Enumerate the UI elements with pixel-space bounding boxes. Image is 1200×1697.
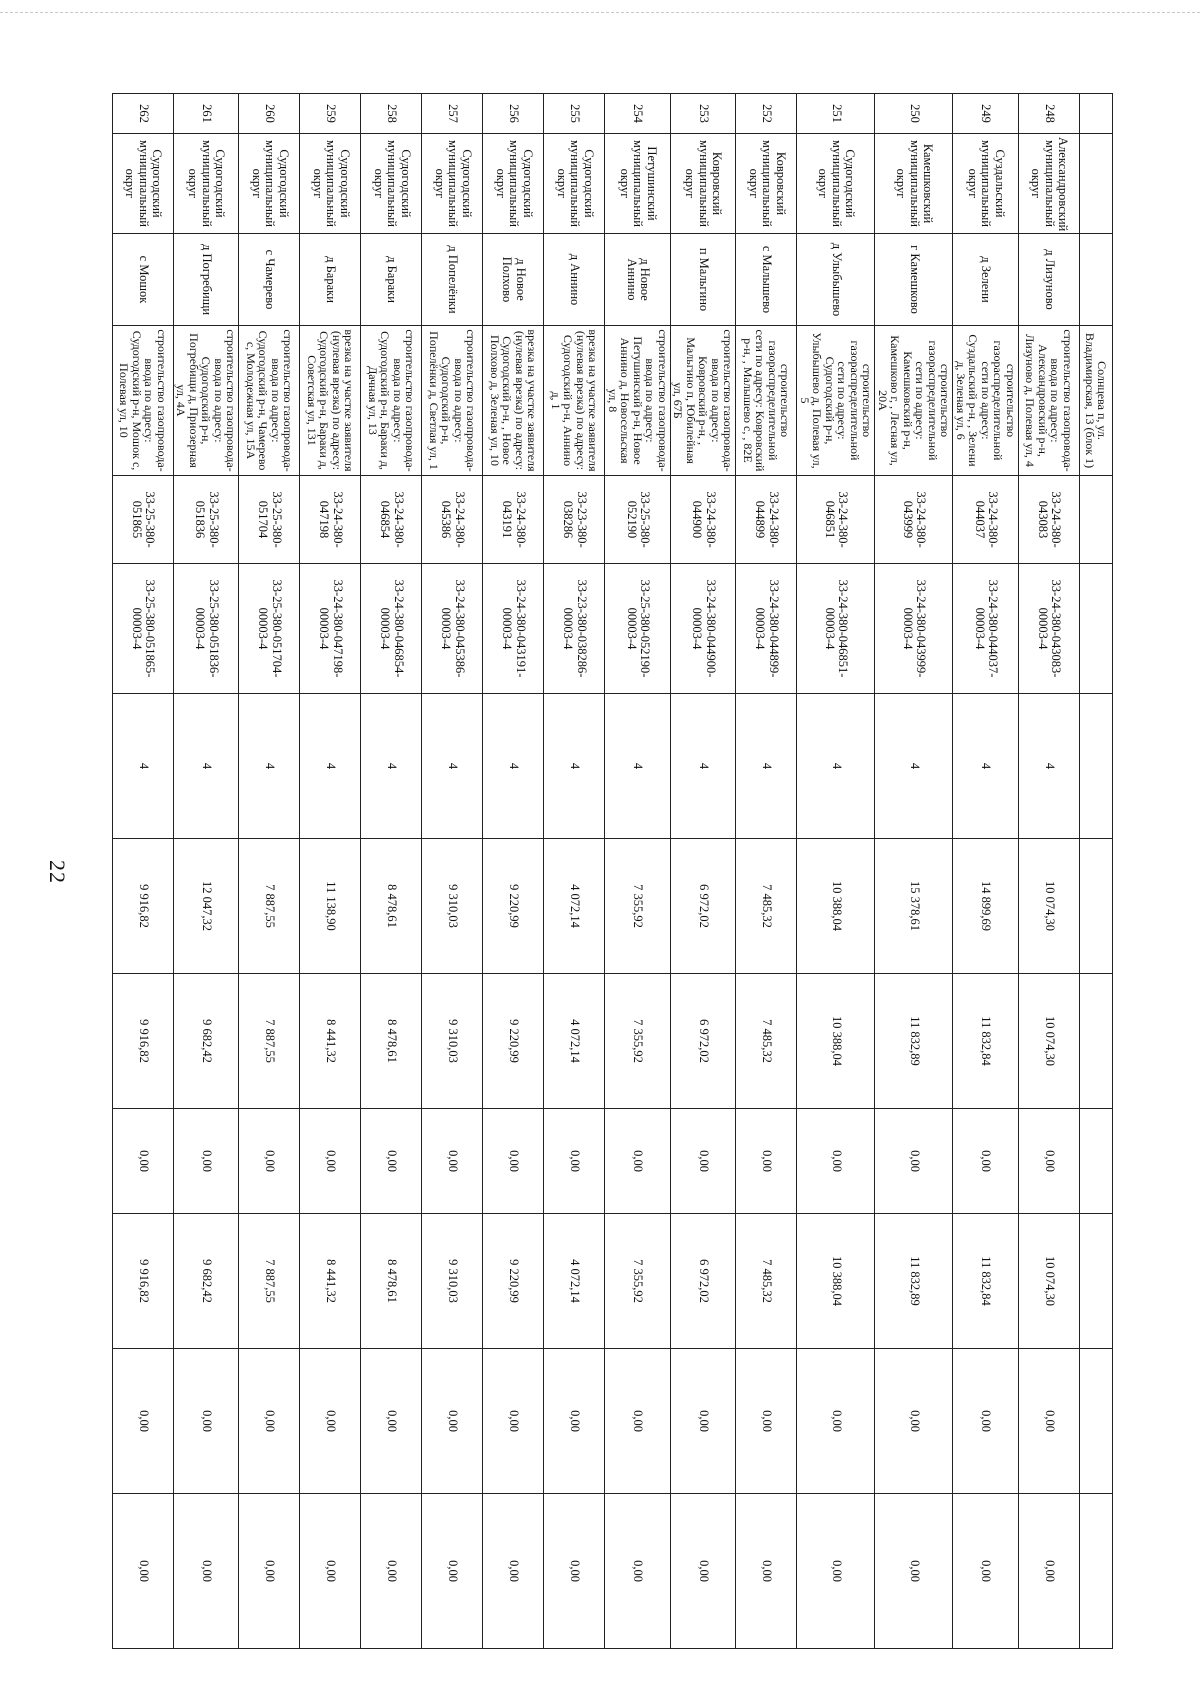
description-cell: строительство газопровода-ввода по адресу: Судогодский р-н, Попелёнки д, Светлая ул, 1 [422, 326, 483, 476]
value-cell: 0,00 [174, 1494, 240, 1649]
value-cell: 9 220,99 [483, 1214, 544, 1349]
locality-cell: д Улыбышево [797, 234, 875, 326]
category-cell: 4 [797, 694, 875, 839]
value-cell: 7 485,32 [736, 839, 797, 974]
code-full-cell: 33-25-380-051836-00003-4 [174, 564, 240, 694]
code-cell: 33-25-380-051836 [174, 476, 240, 564]
value-cell: 0,00 [544, 1349, 605, 1494]
table-row [875, 94, 953, 1649]
fragment-cell [1080, 1109, 1113, 1214]
value-cell: 11 832,84 [953, 1214, 1019, 1349]
table-row [422, 94, 483, 1649]
description-cell: строительство газопровода-ввода по адресу: Александровский р-н, Лизуново д, Полевая ул, 4 [1019, 326, 1080, 476]
value-cell: 0,00 [953, 1494, 1019, 1649]
code-cell: 33-24-380-044899 [736, 476, 797, 564]
value-cell: 0,00 [174, 1109, 240, 1214]
value-cell: 0,00 [361, 1109, 422, 1214]
row-number: 256 [483, 94, 544, 134]
code-cell: 33-25-380-051865 [113, 476, 174, 564]
value-cell: 0,00 [300, 1109, 361, 1214]
locality-cell: д Новое Полхово [483, 234, 544, 326]
fragment-cell [1080, 1214, 1113, 1349]
row-number: 260 [239, 94, 300, 134]
value-cell: 9 682,42 [174, 1214, 240, 1349]
category-cell: 4 [300, 694, 361, 839]
value-cell: 0,00 [797, 1109, 875, 1214]
district-cell: Александровский муниципальный округ [1019, 134, 1080, 234]
table-row [544, 94, 605, 1649]
locality-cell: д Зелени [953, 234, 1019, 326]
fragment-cell [1080, 694, 1113, 839]
value-cell: 10 388,04 [797, 1214, 875, 1349]
value-cell: 0,00 [736, 1494, 797, 1649]
value-cell: 15 378,61 [875, 839, 953, 974]
value-cell: 0,00 [736, 1109, 797, 1214]
value-cell: 4 072,14 [544, 1214, 605, 1349]
district-cell: Судогодский муниципальный округ [797, 134, 875, 234]
fragment-cell [1080, 974, 1113, 1109]
row-number: 258 [361, 94, 422, 134]
value-cell: 6 972,02 [671, 839, 737, 974]
district-cell: Судогодский муниципальный округ [483, 134, 544, 234]
code-full-cell: 33-24-380-045386-00003-4 [422, 564, 483, 694]
code-cell: 33-24-380-043191 [483, 476, 544, 564]
locality-cell: д Попелёнки [422, 234, 483, 326]
district-cell: Ковровский муниципальный округ [671, 134, 737, 234]
value-cell: 11 138,90 [300, 839, 361, 974]
code-cell: 33-24-380-044037 [953, 476, 1019, 564]
value-cell: 0,00 [605, 1109, 671, 1214]
code-cell: 33-24-380-044900 [671, 476, 737, 564]
category-cell: 4 [671, 694, 737, 839]
value-cell: 7 887,55 [239, 839, 300, 974]
row-number: 249 [953, 94, 1019, 134]
table-row [953, 94, 1019, 1649]
value-cell: 6 972,02 [671, 1214, 737, 1349]
category-cell: 4 [174, 694, 240, 839]
row-number: 250 [875, 94, 953, 134]
value-cell: 0,00 [671, 1109, 737, 1214]
value-cell: 0,00 [544, 1109, 605, 1214]
table-row [113, 94, 174, 1649]
category-cell: 4 [605, 694, 671, 839]
value-cell: 7 485,32 [736, 974, 797, 1109]
fragment-cell [1080, 234, 1113, 326]
table-row [1019, 94, 1080, 1649]
table-row [797, 94, 875, 1649]
description-cell: строительство газопровода-ввода по адресу: Судогодский р-н, Погребищи д, Приозерная ул, 4А [174, 326, 240, 476]
value-cell: 0,00 [113, 1349, 174, 1494]
code-full-cell: 33-24-380-043191-00003-4 [483, 564, 544, 694]
code-full-cell: 33-24-380-044037-00003-4 [953, 564, 1019, 694]
district-cell: Судогодский муниципальный округ [361, 134, 422, 234]
value-cell: 9 220,99 [483, 839, 544, 974]
code-cell: 33-25-380-051704 [239, 476, 300, 564]
locality-cell: п Мальгино [671, 234, 737, 326]
value-cell: 0,00 [797, 1349, 875, 1494]
value-cell: 0,00 [544, 1494, 605, 1649]
description-cell: врезка на участке заявителя (нулевая врезка) по адресу: Судогодский р-н, Бараки д, Советская ул, 131 [300, 326, 361, 476]
value-cell: 0,00 [605, 1494, 671, 1649]
code-cell: 33-24-380-047198 [300, 476, 361, 564]
value-cell: 0,00 [300, 1349, 361, 1494]
value-cell: 9 682,42 [174, 974, 240, 1109]
value-cell: 4 072,14 [544, 974, 605, 1109]
category-cell: 4 [1019, 694, 1080, 839]
row-number: 262 [113, 94, 174, 134]
value-cell: 0,00 [422, 1349, 483, 1494]
value-cell: 7 887,55 [239, 1214, 300, 1349]
value-cell: 11 832,89 [875, 1214, 953, 1349]
value-cell: 7 355,92 [605, 839, 671, 974]
description-cell: врезка на участке заявителя (нулевая врезка) по адресу: Судогодский р-н, Аннино д, 1 [544, 326, 605, 476]
value-cell: 8 478,61 [361, 839, 422, 974]
value-cell: 8 478,61 [361, 974, 422, 1109]
row-number: 254 [605, 94, 671, 134]
row-number: 257 [422, 94, 483, 134]
row-number: 253 [671, 94, 737, 134]
code-full-cell: 33-24-380-047198-00003-4 [300, 564, 361, 694]
value-cell: 8 441,32 [300, 1214, 361, 1349]
row-number: 252 [736, 94, 797, 134]
value-cell: 9 916,82 [113, 1214, 174, 1349]
value-cell: 10 074,30 [1019, 839, 1080, 974]
fragment-cell [1080, 1494, 1113, 1649]
district-cell: Камешковский муниципальный округ [875, 134, 953, 234]
category-cell: 4 [113, 694, 174, 839]
description-cell: строительство газораспределительной сети по адресу: Ковровский р-н, , Малышево с, , 82Е [736, 326, 797, 476]
value-cell: 9 310,03 [422, 974, 483, 1109]
fragment-cell [1080, 476, 1113, 564]
code-full-cell: 33-24-380-046851-00003-4 [797, 564, 875, 694]
category-cell: 4 [544, 694, 605, 839]
fragment-cell [1080, 94, 1113, 134]
value-cell: 0,00 [1019, 1494, 1080, 1649]
value-cell: 9 220,99 [483, 974, 544, 1109]
description-cell: строительство газораспределительной сети по адресу: Камешковский р-н, Камешково г, , Лесная ул, 20А [875, 326, 953, 476]
value-cell: 10 074,30 [1019, 1214, 1080, 1349]
district-cell: Судогодский муниципальный округ [239, 134, 300, 234]
value-cell: 9 916,82 [113, 974, 174, 1109]
value-cell: 0,00 [113, 1109, 174, 1214]
locality-cell: с Мошок [113, 234, 174, 326]
value-cell: 10 074,30 [1019, 974, 1080, 1109]
value-cell: 11 832,84 [953, 974, 1019, 1109]
fragment-cell: Солнцева п, ул. Владимирская, 13 (блок 1) [1080, 326, 1113, 476]
value-cell: 7 485,32 [736, 1214, 797, 1349]
value-cell: 0,00 [1019, 1109, 1080, 1214]
value-cell: 0,00 [239, 1109, 300, 1214]
code-full-cell: 33-23-380-038286-00003-4 [544, 564, 605, 694]
table-row [174, 94, 240, 1649]
code-full-cell: 33-25-380-051865-00003-4 [113, 564, 174, 694]
value-cell: 7 887,55 [239, 974, 300, 1109]
table-row [239, 94, 300, 1649]
row-number: 248 [1019, 94, 1080, 134]
rotated-table-wrapper [117, 93, 1113, 1648]
category-cell: 4 [875, 694, 953, 839]
value-cell: 0,00 [483, 1109, 544, 1214]
value-cell: 9 310,03 [422, 1214, 483, 1349]
page-number: 22 [45, 860, 70, 884]
description-cell: строительство газопровода-ввода по адресу: Ковровский р-н, , Мальгино п, Юбилейная ул, 67Б [671, 326, 737, 476]
value-cell: 10 388,04 [797, 839, 875, 974]
locality-cell: д Новое Аннино [605, 234, 671, 326]
value-cell: 4 072,14 [544, 839, 605, 974]
district-cell: Суздальский муниципальный округ [953, 134, 1019, 234]
fragment-cell [1080, 1349, 1113, 1494]
value-cell: 0,00 [953, 1349, 1019, 1494]
value-cell: 11 832,89 [875, 974, 953, 1109]
code-cell: 33-24-380-046854 [361, 476, 422, 564]
table-body [113, 94, 1113, 1649]
table-row [361, 94, 422, 1649]
locality-cell: г Камешково [875, 234, 953, 326]
district-cell: Судогодский муниципальный округ [422, 134, 483, 234]
row-number: 261 [174, 94, 240, 134]
value-cell: 9 916,82 [113, 839, 174, 974]
code-cell: 33-24-380-045386 [422, 476, 483, 564]
code-full-cell: 33-25-380-052190-00003-4 [605, 564, 671, 694]
value-cell: 0,00 [113, 1494, 174, 1649]
value-cell: 0,00 [1019, 1349, 1080, 1494]
description-cell: строительство газопровода-ввода по адресу: Судогодский р-н, Чамерево с, Молодежная ул, 15А [239, 326, 300, 476]
table-row [483, 94, 544, 1649]
locality-cell: д Аннино [544, 234, 605, 326]
table-row [605, 94, 671, 1649]
value-cell: 6 972,02 [671, 974, 737, 1109]
description-cell: строительство газопровода-ввода по адресу: Петушинский р-н, Новое Аннино д, Новосельская ул, 8 [605, 326, 671, 476]
value-cell: 14 899,69 [953, 839, 1019, 974]
table-row [736, 94, 797, 1649]
table-row [671, 94, 737, 1649]
code-cell: 33-23-380-038286 [544, 476, 605, 564]
value-cell: 7 355,92 [605, 974, 671, 1109]
code-full-cell: 33-25-380-051704-00003-4 [239, 564, 300, 694]
code-cell: 33-24-380-046851 [797, 476, 875, 564]
value-cell: 0,00 [605, 1349, 671, 1494]
district-cell: Судогодский муниципальный округ [300, 134, 361, 234]
locality-cell: с Малышево [736, 234, 797, 326]
fragment-row [1080, 94, 1113, 1649]
locality-cell: д Бараки [300, 234, 361, 326]
code-full-cell: 33-24-380-046854-00003-4 [361, 564, 422, 694]
value-cell: 7 355,92 [605, 1214, 671, 1349]
value-cell: 0,00 [422, 1109, 483, 1214]
code-cell: 33-24-380-043999 [875, 476, 953, 564]
code-cell: 33-24-380-043083 [1019, 476, 1080, 564]
value-cell: 0,00 [671, 1349, 737, 1494]
value-cell: 0,00 [483, 1349, 544, 1494]
value-cell: 0,00 [361, 1349, 422, 1494]
code-full-cell: 33-24-380-043999-00003-4 [875, 564, 953, 694]
fragment-cell [1080, 134, 1113, 234]
category-cell: 4 [361, 694, 422, 839]
description-cell: врезка на участке заявителя (нулевая врезка) по адресу: Судогодский р-н, , Новое Полхово д, Зеленая ул, 10 [483, 326, 544, 476]
value-cell: 0,00 [483, 1494, 544, 1649]
code-full-cell: 33-24-380-044900-00003-4 [671, 564, 737, 694]
value-cell: 0,00 [422, 1494, 483, 1649]
locality-cell: д Бараки [361, 234, 422, 326]
value-cell: 0,00 [875, 1109, 953, 1214]
row-number: 259 [300, 94, 361, 134]
district-cell: Петушинский муниципальный округ [605, 134, 671, 234]
fragment-cell [1080, 564, 1113, 694]
locality-cell: д Погребищи [174, 234, 240, 326]
fragment-cell [1080, 839, 1113, 974]
category-cell: 4 [953, 694, 1019, 839]
locality-cell: с Чамерево [239, 234, 300, 326]
value-cell: 0,00 [671, 1494, 737, 1649]
value-cell: 0,00 [300, 1494, 361, 1649]
table-row [300, 94, 361, 1649]
category-cell: 4 [422, 694, 483, 839]
category-cell: 4 [736, 694, 797, 839]
code-full-cell: 33-24-380-044899-00003-4 [736, 564, 797, 694]
description-cell: строительство газораспределительной сети по адресу: Суздальский р-н, , Зелени д, Зеленая ул, 6 [953, 326, 1019, 476]
value-cell: 0,00 [875, 1349, 953, 1494]
value-cell: 0,00 [953, 1109, 1019, 1214]
value-cell: 8 478,61 [361, 1214, 422, 1349]
district-cell: Судогодский муниципальный округ [544, 134, 605, 234]
value-cell: 0,00 [736, 1349, 797, 1494]
code-cell: 33-25-380-052190 [605, 476, 671, 564]
description-cell: строительство газопровода-ввода по адресу: Судогодский р-н, Мошок с, Полевая ул, 10 [113, 326, 174, 476]
row-number: 255 [544, 94, 605, 134]
value-cell: 12 047,32 [174, 839, 240, 974]
district-cell: Ковровский муниципальный округ [736, 134, 797, 234]
value-cell: 0,00 [174, 1349, 240, 1494]
value-cell: 0,00 [875, 1494, 953, 1649]
locality-cell: д Лизуново [1019, 234, 1080, 326]
scan-top-rule [0, 12, 1200, 13]
value-cell: 0,00 [797, 1494, 875, 1649]
description-cell: строительство газопровода-ввода по адресу: Судогодский р-н, Бараки д, Дачная ул, 13 [361, 326, 422, 476]
row-number: 251 [797, 94, 875, 134]
value-cell: 8 441,32 [300, 974, 361, 1109]
value-cell: 10 388,04 [797, 974, 875, 1109]
value-cell: 0,00 [239, 1494, 300, 1649]
connections-table [112, 93, 1113, 1649]
district-cell: Судогодский муниципальный округ [174, 134, 240, 234]
code-full-cell: 33-24-380-043083-00003-4 [1019, 564, 1080, 694]
category-cell: 4 [483, 694, 544, 839]
category-cell: 4 [239, 694, 300, 839]
description-cell: строительство газораспределительной сети по адресу: Судогодский р-н, Улыбышево д, Полевая ул, 5 [797, 326, 875, 476]
value-cell: 0,00 [361, 1494, 422, 1649]
district-cell: Судогодский муниципальный округ [113, 134, 174, 234]
value-cell: 9 310,03 [422, 839, 483, 974]
value-cell: 0,00 [239, 1349, 300, 1494]
